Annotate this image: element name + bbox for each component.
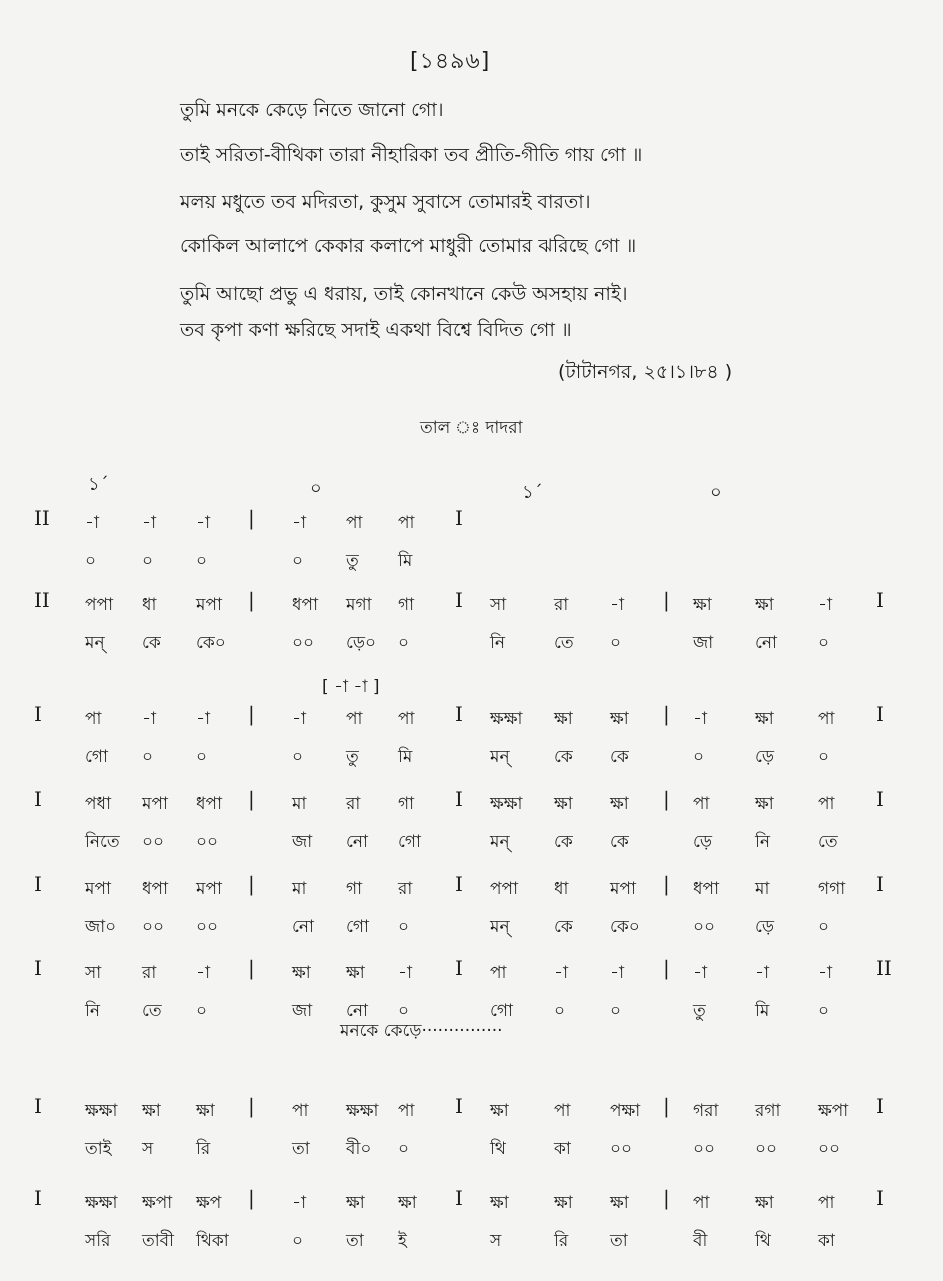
lyric-syllable: থি xyxy=(755,1231,771,1251)
double-bar-line: II xyxy=(34,506,50,530)
lyric-syllable: কে xyxy=(610,832,629,852)
lyric-syllable: মি xyxy=(398,747,413,767)
swara-note: ধপা xyxy=(196,794,222,814)
swara-note: -া xyxy=(196,709,210,729)
swara-note: রা xyxy=(554,595,569,615)
swara-note: ক্ষা xyxy=(398,1193,417,1213)
lyric-syllable: ০০ xyxy=(196,917,219,937)
lyric-syllable: ০ xyxy=(398,917,410,937)
swara-note: গা xyxy=(398,794,415,814)
single-bar-line: I xyxy=(876,702,884,726)
swara-note: ক্ষক্ষা xyxy=(490,794,523,814)
swara-note: পা xyxy=(398,513,415,533)
swara-note: ক্ষা xyxy=(755,794,774,814)
swara-note: পা xyxy=(398,1101,415,1121)
divider-line: | xyxy=(663,1094,670,1118)
swara-note: -া xyxy=(142,709,156,729)
double-bar-line: II xyxy=(876,956,892,980)
lyric-syllable: ০ xyxy=(196,551,208,571)
swara-note: ক্ষা xyxy=(554,1193,573,1213)
lyric-syllable: রি xyxy=(554,1231,569,1251)
swara-note: -া xyxy=(292,513,306,533)
lyric-syllable: মন্ xyxy=(85,633,105,653)
swara-note: পপা xyxy=(85,595,114,615)
lyric-syllable: ০ xyxy=(85,551,97,571)
lyric-syllable: স xyxy=(490,1231,502,1251)
lyric-syllable: কে xyxy=(142,633,161,653)
swara-note: ধা xyxy=(142,595,157,615)
divider-line: | xyxy=(248,787,255,811)
lyric-syllable: নো xyxy=(346,1001,368,1021)
double-bar-line: II xyxy=(34,588,50,612)
lyric-syllable: স xyxy=(142,1139,154,1159)
swara-note: ক্ষা xyxy=(610,794,629,814)
single-bar-line: I xyxy=(34,956,42,980)
lyric-syllable: ০ xyxy=(693,747,705,767)
swara-note: -া xyxy=(693,963,707,983)
swara-note: পা xyxy=(346,513,363,533)
sam-mark: ১´ xyxy=(522,482,543,503)
swara-note: পা xyxy=(85,709,102,729)
divider-line: | xyxy=(663,787,670,811)
swara-note: -া xyxy=(292,1193,306,1213)
swara-note: পা xyxy=(346,709,363,729)
swara-note: ধা xyxy=(554,879,569,899)
lyric-syllable: জা০ xyxy=(85,917,117,937)
lyric-syllable: নো xyxy=(346,832,368,852)
lyric-syllable: তা xyxy=(610,1231,628,1251)
divider-line: | xyxy=(663,588,670,612)
swara-note: ক্ষা xyxy=(490,1101,509,1121)
swara-note: পপা xyxy=(490,879,519,899)
swara-note: গরা xyxy=(693,1101,719,1121)
lyric-syllable: নো xyxy=(292,917,314,937)
swara-note: ক্ষপা xyxy=(818,1101,849,1121)
lyric-syllable: ০ xyxy=(610,633,622,653)
lyric-syllable: ড়ে xyxy=(693,832,713,852)
lyric-syllable: ড়ে xyxy=(755,917,775,937)
song-number: [১৪৯৬] xyxy=(410,49,491,74)
lyric-syllable: কে xyxy=(610,747,629,767)
poem-line: তাই সরিতা-বীথিকা তারা নীহারিকা তব প্রীতি-গীতি গায় গো ॥ xyxy=(180,144,643,166)
lyric-syllable: নি xyxy=(490,633,506,653)
lyric-syllable: মন্ xyxy=(490,832,510,852)
lyric-syllable: থিকা xyxy=(196,1231,229,1251)
swara-note: পা xyxy=(490,963,507,983)
single-bar-line: I xyxy=(34,1094,42,1118)
alt-notes: [ -া -া ] xyxy=(322,677,380,697)
swara-note: ক্ষা xyxy=(755,709,774,729)
lyric-syllable: তাই xyxy=(85,1139,112,1159)
swara-note: মা xyxy=(755,879,770,899)
single-bar-line: I xyxy=(455,787,463,811)
swara-note: -া xyxy=(755,963,769,983)
single-bar-line: I xyxy=(455,588,463,612)
lyric-syllable: কে০ xyxy=(196,633,226,653)
swara-note: -া xyxy=(196,513,210,533)
lyric-syllable: থি xyxy=(490,1139,506,1159)
lyric-syllable: কা xyxy=(554,1139,571,1159)
swara-note: ক্ষা xyxy=(292,963,311,983)
lyric-syllable: নিতে xyxy=(85,832,120,852)
single-bar-line: I xyxy=(34,787,42,811)
swara-note: -া xyxy=(818,595,832,615)
lyric-syllable: ০০ xyxy=(818,1139,841,1159)
lyric-syllable: ০ xyxy=(292,1231,304,1251)
lyric-syllable: ০ xyxy=(196,1001,208,1021)
swara-note: ক্ষক্ষা xyxy=(346,1101,379,1121)
swara-note: রা xyxy=(346,794,361,814)
single-bar-line: I xyxy=(876,1186,884,1210)
lyric-syllable: তে xyxy=(554,633,574,653)
lyric-syllable: ০ xyxy=(142,747,154,767)
swara-note: ক্ষক্ষা xyxy=(85,1101,118,1121)
lyric-syllable: ০০ xyxy=(755,1139,778,1159)
khali-mark: ০ xyxy=(310,478,322,499)
swara-note: মগা xyxy=(346,595,372,615)
single-bar-line: I xyxy=(455,506,463,530)
single-bar-line: I xyxy=(455,702,463,726)
swara-note: ক্ষা xyxy=(610,709,629,729)
single-bar-line: I xyxy=(876,1094,884,1118)
swara-note: গগা xyxy=(818,879,846,899)
swara-note: পা xyxy=(818,794,835,814)
lyric-syllable: ০ xyxy=(818,917,830,937)
swara-note: রা xyxy=(142,963,157,983)
lyric-syllable: ০০ xyxy=(292,633,315,653)
lyric-syllable: তে xyxy=(142,1001,162,1021)
lyric-syllable: ০ xyxy=(818,1001,830,1021)
lyric-syllable: রি xyxy=(196,1139,211,1159)
divider-line: | xyxy=(248,702,255,726)
swara-note: পা xyxy=(693,1193,710,1213)
lyric-syllable: ০ xyxy=(818,747,830,767)
lyric-syllable: ০০ xyxy=(142,917,165,937)
tala-label: তাল ঃ দাদরা xyxy=(420,418,523,438)
swara-note: পা xyxy=(693,794,710,814)
divider-line: | xyxy=(248,872,255,896)
swara-note: ক্ষক্ষা xyxy=(85,1193,118,1213)
khali-mark: ০ xyxy=(710,482,722,503)
divider-line: | xyxy=(248,1186,255,1210)
swara-note: রা xyxy=(398,879,413,899)
swara-note: -া xyxy=(398,963,412,983)
lyric-syllable: তা xyxy=(292,1139,310,1159)
single-bar-line: I xyxy=(34,702,42,726)
swara-note: পক্ষা xyxy=(610,1101,641,1121)
single-bar-line: I xyxy=(455,956,463,980)
lyric-syllable: কে xyxy=(554,747,573,767)
single-bar-line: I xyxy=(455,872,463,896)
swara-note: গা xyxy=(346,879,363,899)
lyric-syllable: ০০ xyxy=(142,832,165,852)
lyric-syllable: জা xyxy=(292,1001,313,1021)
poem-line: মলয় মধুতে তব মদিরতা, কুসুম সুবাসে তোমারই বারতা। xyxy=(180,191,591,213)
swara-note: -া xyxy=(693,709,707,729)
swara-note: -া xyxy=(554,963,568,983)
divider-line: | xyxy=(248,1094,255,1118)
lyric-syllable: ০ xyxy=(398,633,410,653)
swara-note: মপা xyxy=(85,879,111,899)
single-bar-line: I xyxy=(34,872,42,896)
swara-note: ক্ষপা xyxy=(142,1193,173,1213)
swara-note: ক্ষা xyxy=(693,595,712,615)
divider-line: | xyxy=(248,956,255,980)
lyric-syllable: ০০ xyxy=(610,1139,633,1159)
swara-note: ক্ষা xyxy=(346,963,365,983)
lyric-syllable: ০০ xyxy=(693,1139,716,1159)
lyric-syllable: ০০ xyxy=(196,832,219,852)
swara-note: মা xyxy=(292,794,307,814)
swara-note: রগা xyxy=(755,1101,781,1121)
lyric-syllable: গো xyxy=(346,917,369,937)
swara-note: -া xyxy=(85,513,99,533)
lyric-syllable: ০০ xyxy=(693,917,716,937)
swara-note: পা xyxy=(554,1101,571,1121)
swara-note: ক্ষা xyxy=(755,1193,774,1213)
divider-line: | xyxy=(663,872,670,896)
lyric-syllable: গো xyxy=(490,1001,513,1021)
swara-note: পা xyxy=(292,1101,309,1121)
lyric-syllable: ০ xyxy=(610,1001,622,1021)
single-bar-line: I xyxy=(455,1094,463,1118)
swara-note: মপা xyxy=(610,879,636,899)
lyric-syllable: তু xyxy=(346,747,359,767)
swara-note: মপা xyxy=(196,595,222,615)
lyric-syllable: ০ xyxy=(398,1001,410,1021)
lyric-syllable: গো xyxy=(85,747,108,767)
swara-note: ধপা xyxy=(142,879,168,899)
refrain-cue: মনকে কেড়ে··············· xyxy=(340,1021,503,1041)
swara-note: মা xyxy=(292,879,307,899)
lyric-syllable: নি xyxy=(755,832,771,852)
swara-note: ক্ষা xyxy=(554,709,573,729)
swara-note: পা xyxy=(818,709,835,729)
swara-note: ক্ষা xyxy=(346,1193,365,1213)
lyric-syllable: ০ xyxy=(292,551,304,571)
divider-line: | xyxy=(663,1186,670,1210)
swara-note: মপা xyxy=(196,879,222,899)
lyric-syllable: ০ xyxy=(554,1001,566,1021)
single-bar-line: I xyxy=(876,787,884,811)
lyric-syllable: কে০ xyxy=(610,917,640,937)
lyric-syllable: কে xyxy=(554,917,573,937)
single-bar-line: I xyxy=(455,1186,463,1210)
lyric-syllable: ০ xyxy=(142,551,154,571)
swara-note: -া xyxy=(196,963,210,983)
lyric-syllable: তা xyxy=(346,1231,364,1251)
swara-note: -া xyxy=(292,709,306,729)
swara-note: -া xyxy=(610,963,624,983)
divider-line: | xyxy=(248,588,255,612)
lyric-syllable: ০ xyxy=(818,633,830,653)
swara-note: সা xyxy=(490,595,507,615)
lyric-syllable: তে xyxy=(818,832,838,852)
swara-note: -া xyxy=(818,963,832,983)
swara-note: -া xyxy=(610,595,624,615)
lyric-syllable: মি xyxy=(398,551,413,571)
swara-note: ক্ষা xyxy=(490,1193,509,1213)
swara-note: ধপা xyxy=(292,595,318,615)
lyric-syllable: ০ xyxy=(398,1139,410,1159)
lyric-syllable: বী০ xyxy=(346,1139,372,1159)
lyric-syllable: ড়ে xyxy=(755,747,775,767)
lyric-syllable: তাবী xyxy=(142,1231,175,1251)
swara-note: সা xyxy=(85,963,102,983)
swara-note: -া xyxy=(142,513,156,533)
lyric-syllable: নো xyxy=(755,633,777,653)
lyric-syllable: ই xyxy=(398,1231,407,1251)
single-bar-line: I xyxy=(34,1186,42,1210)
lyric-syllable: জা xyxy=(292,832,313,852)
lyric-syllable: ০ xyxy=(292,747,304,767)
swara-note: ক্ষপ xyxy=(196,1193,222,1213)
divider-line: | xyxy=(663,702,670,726)
lyric-syllable: কে xyxy=(554,832,573,852)
poem-line: কোকিল আলাপে কেকার কলাপে মাধুরী তোমার ঝরিছে গো ॥ xyxy=(180,235,637,257)
lyric-syllable: ০ xyxy=(196,747,208,767)
lyric-syllable: মন্ xyxy=(490,917,510,937)
lyric-syllable: ড়ে০ xyxy=(346,633,377,653)
poem-line: তব কৃপা কণা ক্ষরিছে সদাই একথা বিশ্বে বিদিত গো ॥ xyxy=(180,319,572,341)
lyric-syllable: মন্ xyxy=(490,747,510,767)
poem-line: তুমি আছো প্রভু এ ধরায়, তাই কোনখানে কেউ অসহায় নাই। xyxy=(180,283,628,305)
swara-note: গা xyxy=(398,595,415,615)
lyric-syllable: নি xyxy=(85,1001,101,1021)
sam-mark: ১´ xyxy=(88,474,109,495)
lyric-syllable: মি xyxy=(755,1001,770,1021)
swara-note: পধা xyxy=(85,794,111,814)
lyric-syllable: তু xyxy=(346,551,359,571)
swara-note: পা xyxy=(818,1193,835,1213)
swara-note: ক্ষা xyxy=(554,794,573,814)
swara-note: ক্ষা xyxy=(142,1101,161,1121)
lyric-syllable: জা xyxy=(693,633,714,653)
swara-note: ধপা xyxy=(693,879,719,899)
swara-note: পা xyxy=(398,709,415,729)
poem-line: তুমি মনকে কেড়ে নিতে জানো গো। xyxy=(180,99,444,121)
place-date: (টাটানগর, ২৫।১।৮৪ ) xyxy=(558,361,733,383)
swara-note: ক্ষক্ষা xyxy=(490,709,523,729)
divider-line: | xyxy=(663,956,670,980)
lyric-syllable: গো xyxy=(398,832,421,852)
lyric-syllable: তু xyxy=(693,1001,706,1021)
single-bar-line: I xyxy=(876,588,884,612)
swara-note: ক্ষা xyxy=(196,1101,215,1121)
swara-note: মপা xyxy=(142,794,168,814)
lyric-syllable: বী xyxy=(693,1231,708,1251)
swara-note: ক্ষা xyxy=(610,1193,629,1213)
lyric-syllable: সরি xyxy=(85,1231,111,1251)
lyric-syllable: কা xyxy=(818,1231,835,1251)
swara-note: ক্ষা xyxy=(755,595,774,615)
single-bar-line: I xyxy=(876,872,884,896)
divider-line: | xyxy=(248,506,255,530)
